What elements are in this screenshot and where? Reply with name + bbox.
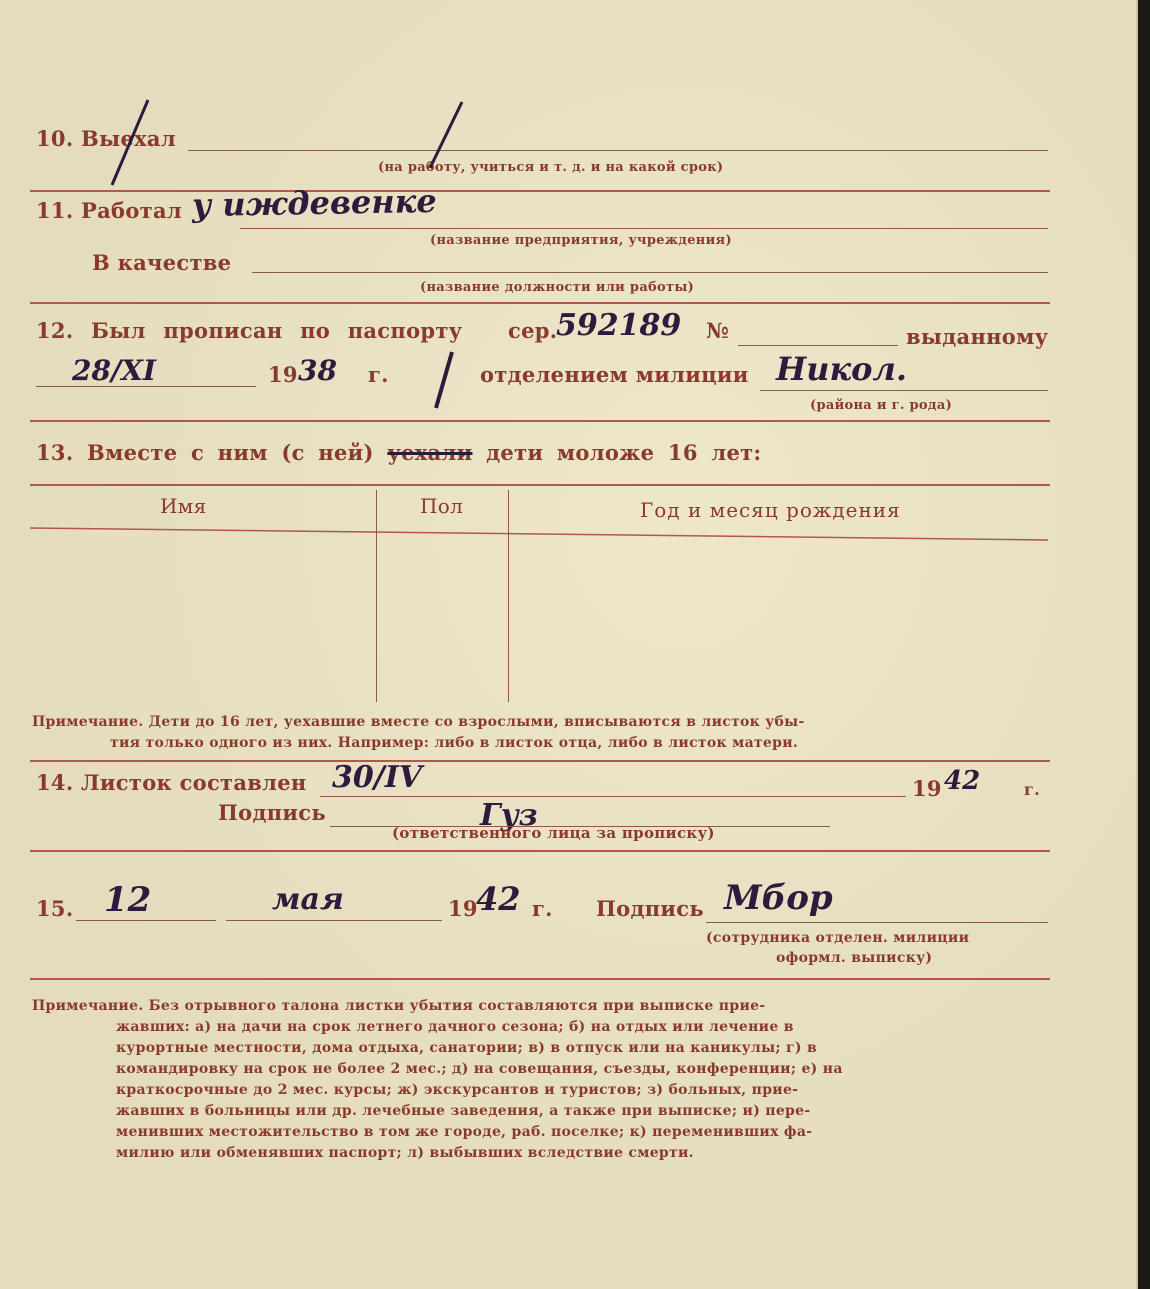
field-10-caption: (на работу, учиться и т. д. и на какой срок) [378,160,724,175]
field-14-year-suffix: г. [1024,780,1040,799]
field-12-number-label: № [706,318,730,343]
extract-month-handwritten: мая [272,882,344,917]
table-header-name: Имя [160,494,207,518]
field-15-sign-line [706,922,1048,923]
field-12-series-label: сер. [508,318,558,343]
field-11-line [240,228,1048,229]
extract-year-handwritten: 42 [476,880,521,918]
note-general-line: жавших: а) на дачи на срок летнего дачного сезона; б) на отдых или лечение в [116,1019,794,1035]
note-general-line: командировку на срок не более 2 мес.; д) на совещания, съезды, конференции; е) на [116,1061,843,1077]
passport-number-line [738,345,898,346]
field-12-issued-label: выданному [906,324,1049,349]
field-11-label: 11. Работал [36,198,182,223]
divider-13 [30,760,1050,762]
compiled-year-handwritten: 42 [944,766,981,796]
note-general-line: милию или обменявших паспорт; л) выбывших вследствие смерти. [116,1145,694,1161]
note-general-line: курортные местности, дома отдыха, санатории; в) в отпуск или на каникулы; г) в [116,1040,818,1056]
note-general-line: менивших местожительство в том же городе, раб. поселке; к) переменивших фа- [116,1124,813,1140]
divider-14 [30,850,1050,852]
table-header-sex: Пол [420,494,464,518]
police-department-line [760,390,1048,391]
field-13-label-end: дети моложе 16 лет: [486,440,762,465]
divider-10 [30,190,1050,192]
responsible-signature-handwritten: Гуз [480,798,538,833]
divider-12 [30,420,1050,422]
police-department-handwritten: Никол. [776,350,908,388]
divider-11 [30,302,1050,304]
note-general-line: краткосрочные до 2 мес. курсы; ж) экскурсантов и туристов; з) больных, прие- [116,1082,799,1098]
field-15-label: 15. [36,896,74,921]
field-15-year-prefix: 19 [448,896,478,921]
field-13-label-start: 13. Вместе с ним (с ней) [36,440,374,465]
field-14-label: 14. Листок составлен [36,770,307,795]
extract-day-handwritten: 12 [104,880,152,920]
field-15-caption-line2: оформл. выписку) [776,950,933,966]
field-15-caption-line1: (сотрудника отделен. милиции [706,930,970,946]
field-10-label: 10. Выехал [36,126,176,151]
field-13-label [36,440,762,465]
field-12-dept-label: отделением милиции [480,362,749,387]
field-15-year-suffix: г. [532,896,553,921]
field-14-caption: (ответственного лица за прописку) [392,824,715,842]
field-12-year-suffix: г. [368,362,389,387]
extract-month-line [226,920,442,921]
note-children-line2: тия только одного из них. Например: либо в листок отца, либо в листок матери. [110,735,799,751]
field-13-label-struck: уехали [387,440,473,465]
field-12-year-prefix: 19 [268,362,298,387]
passport-series-handwritten: 592189 [556,308,682,343]
compiled-date-handwritten: 30/IV [332,760,423,795]
field-14-line [320,796,906,797]
field-14-year-prefix: 19 [912,776,942,801]
field-14-sign-label: Подпись [218,800,326,825]
extract-day-line [76,920,216,921]
table-top-rule [30,484,1050,486]
divider-15 [30,978,1050,980]
issue-date-handwritten: 28/XI [72,354,157,387]
issue-year-handwritten: 38 [298,354,337,387]
field-10-line [188,150,1048,151]
note-general-line: жавших в больницы или др. лечебные заведения, а также при выписке; и) пере- [116,1103,811,1119]
field-11b-label: В качестве [92,250,232,275]
officer-signature-handwritten: Мбор [724,878,833,918]
field-12-caption: (района и г. рода) [810,398,953,413]
field-11-caption: (название предприятия, учреждения) [430,233,732,248]
table-header-birth: Год и месяц рождения [640,498,901,522]
issue-date-line [36,386,256,387]
table-column-divider-2 [508,490,509,702]
field-11b-caption: (название должности или работы) [420,280,695,295]
field-12-label: 12. Был прописан по паспорту [36,318,463,343]
field-11-handwritten-value: у иждевенке [191,181,437,225]
field-11b-line [252,272,1048,273]
note-general-line: Примечание. Без отрывного талона листки убытия составляются при выписке прие- [32,998,766,1014]
field-15-sign-label: Подпись [596,896,704,921]
note-children-line1: Примечание. Дети до 16 лет, уехавшие вместе со взрослыми, вписываются в листок убы- [32,714,805,730]
table-column-divider-1 [376,490,377,702]
